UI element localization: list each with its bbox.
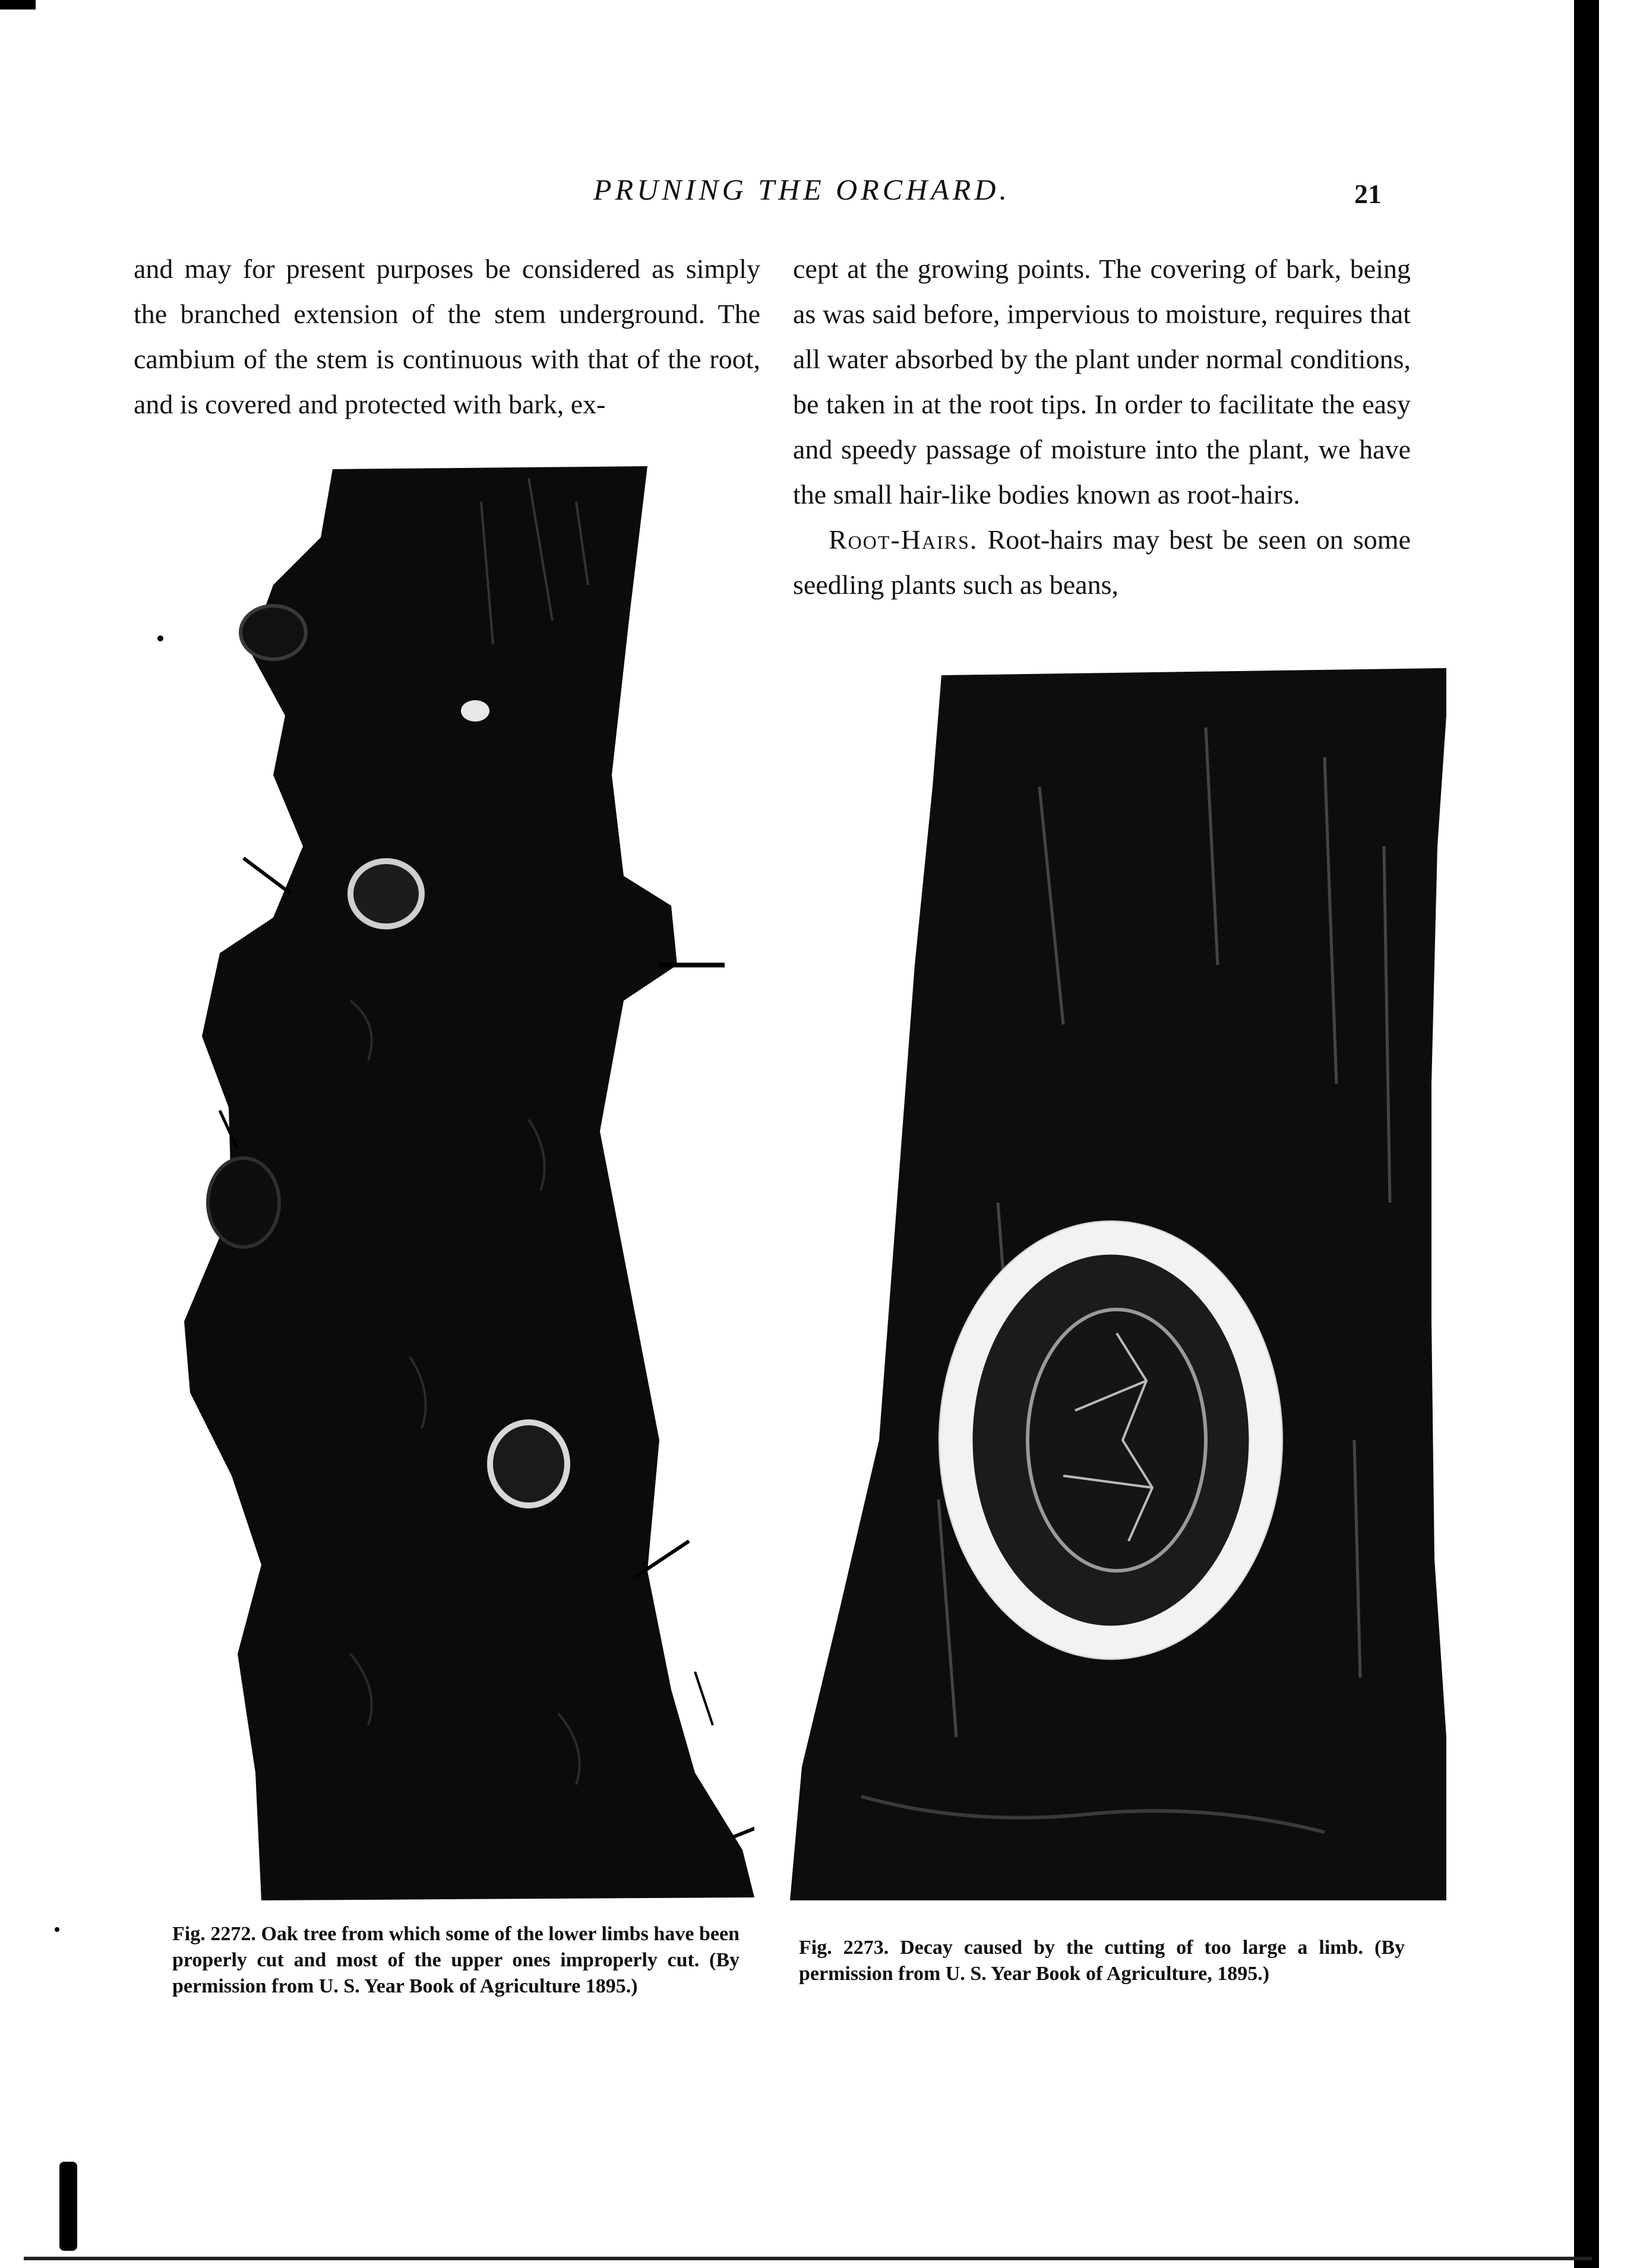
scan-mark — [0, 0, 36, 10]
figure-left-caption-text: Oak tree from which some of the lower limbs have been properly cut and most of the upper ones improperly cut. (By permission from U. S. Year Book of Agriculture 1895.) — [172, 1923, 740, 1997]
running-header: PRUNING THE ORCHARD. — [593, 173, 1010, 206]
figure-left-oak-trunk — [172, 466, 754, 1903]
figure-left-label: Fig. 2272. — [172, 1923, 256, 1945]
right-column-paragraph-2 — [793, 517, 1411, 608]
left-column-text: and may for present purposes be considered as simply the branched extension of the stem underground. The cambium of the stem is continuous with that of the root, and is covered and protected with bark, ex- — [134, 254, 760, 419]
scan-speck — [59, 2162, 77, 2251]
left-column — [134, 246, 760, 427]
scan-speck — [157, 635, 163, 641]
figure-right-caption-text: Decay caused by the cutting of too large a limb. (By permission from U. S. Year Book of Agriculture, 1895.) — [799, 1937, 1405, 1985]
right-column-paragraph-1: cept at the growing points. The covering of bark, being as was said before, impervious to moisture, requires that all water absorbed by the plant under normal conditions, be taken in at the root tips. In order to facilitate the easy and speedy passage of moisture into the plant, we have the small hair-like bodies known as root-hairs. — [793, 254, 1411, 510]
figure-right-label: Fig. 2273. — [799, 1937, 889, 1959]
scan-bottom-shadow — [24, 2257, 1592, 2260]
section-heading-root-hairs: Root-Hairs. — [829, 524, 978, 555]
scan-speck — [55, 1927, 59, 1932]
right-column — [793, 246, 1411, 608]
figure-left-caption — [172, 1921, 740, 2000]
root-hairs-text: Root-hairs may best be seen on some seedling plants such as beans, — [793, 524, 1411, 600]
figure-right-caption — [799, 1935, 1405, 1987]
figure-right-decayed-limb — [790, 668, 1446, 1900]
scan-edge-shadow — [1574, 0, 1599, 2268]
page-number: 21 — [1354, 179, 1382, 209]
